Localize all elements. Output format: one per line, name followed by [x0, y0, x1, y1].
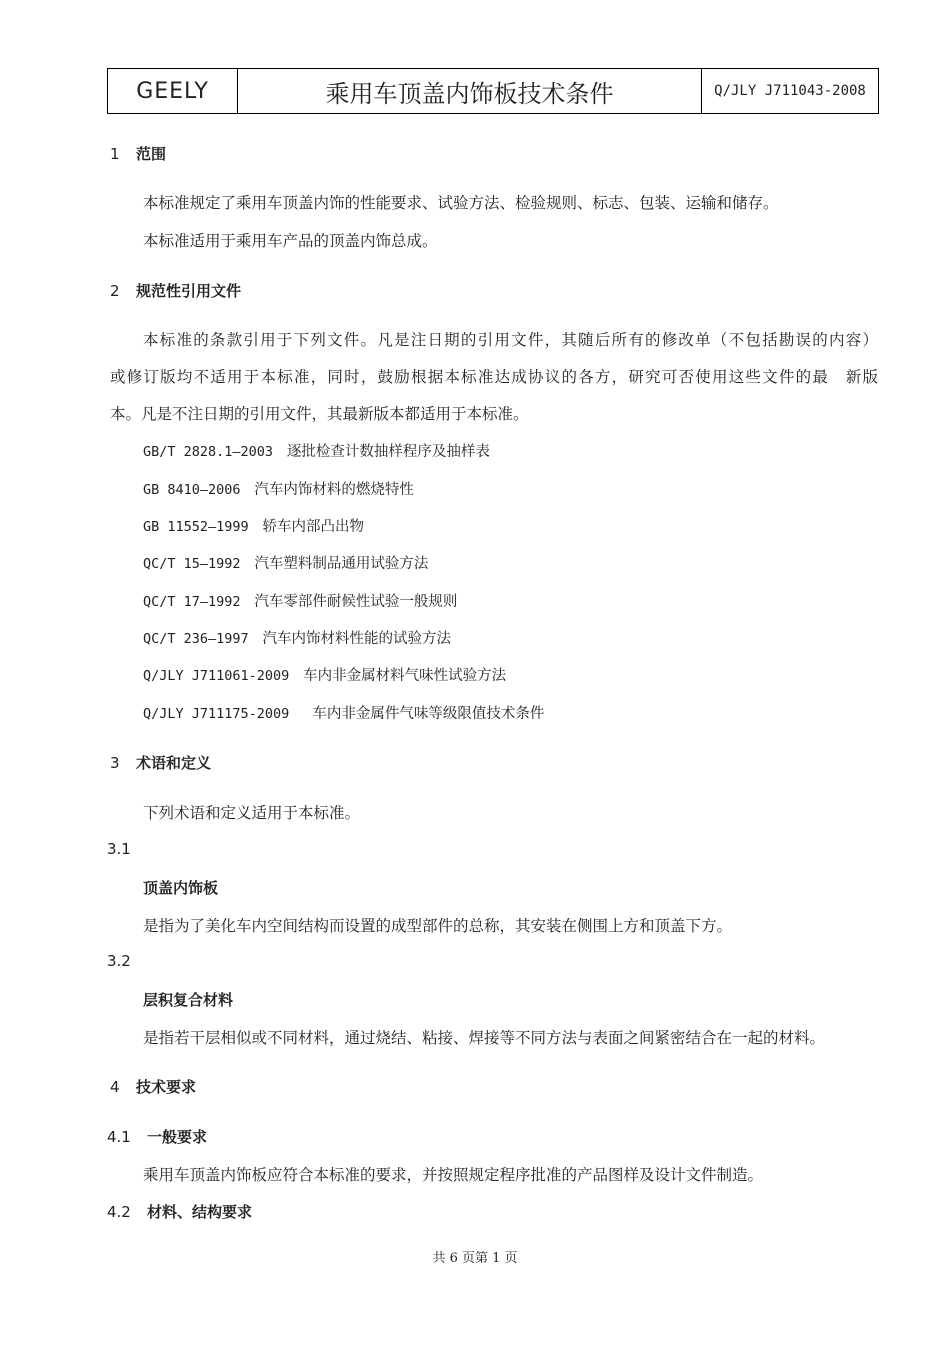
document-code: Q/JLY J711043-2008: [714, 83, 866, 99]
reference-title: 逐批检查计数抽样程序及抽样表: [286, 444, 490, 460]
subsection-4-2-heading: [107, 1201, 252, 1222]
subsection-title: 材料、结构要求: [147, 1203, 253, 1221]
reference-code: QC/T 236—1997: [143, 631, 249, 647]
subsection-number: 4.1: [107, 1128, 131, 1146]
section-number: 4: [110, 1078, 120, 1096]
section-1-heading: [110, 143, 166, 164]
document-header: [107, 68, 879, 114]
section-title: 规范性引用文件: [136, 282, 242, 300]
reference-title: 汽车内饰材料性能的试验方法: [262, 631, 451, 647]
section-title: 技术要求: [136, 1078, 197, 1096]
section-4-heading: [110, 1076, 196, 1097]
subsection-number: 4.2: [107, 1203, 131, 1221]
brand-logo-text: GEELY: [108, 69, 238, 113]
reference-item: [143, 590, 457, 611]
reference-title: 轿车内部凸出物: [262, 519, 364, 535]
subsection-4-1-text: 乘用车顶盖内饰板应符合本标准的要求，并按照规定程序批准的产品图样及设计文件制造。: [143, 1166, 764, 1184]
section-1-paragraph-2: 本标准适用于乘用车产品的顶盖内饰总成。: [143, 232, 438, 250]
clause-number: 3.1: [107, 840, 131, 858]
subsection-4-1-heading: [107, 1126, 207, 1147]
section-number: 3: [110, 754, 120, 772]
section-2-heading: [110, 280, 241, 301]
reference-title: 车内非金属材料气味性试验方法: [303, 668, 507, 684]
section-3-intro: 下列术语和定义适用于本标准。: [143, 804, 361, 822]
clause-number: 3.2: [107, 952, 131, 970]
term-name: 顶盖内饰板: [143, 879, 219, 897]
term-definition: 是指若干层相似或不同材料，通过烧结、粘接、焊接等不同方法与表面之间紧密结合在一起的材料。: [143, 1029, 826, 1047]
reference-item: [143, 440, 490, 461]
section-3-heading: [110, 752, 211, 773]
section-2-paragraph-line-2: 或修订版均不适用于本标准，同时，鼓励根据本标准达成协议的各方，研究可否使用这些文件的最 新版: [110, 368, 878, 386]
reference-item: [143, 515, 364, 536]
subsection-title: 一般要求: [147, 1128, 208, 1146]
reference-item: [143, 627, 451, 648]
section-1-paragraph-1: 本标准规定了乘用车顶盖内饰的性能要求、试验方法、检验规则、标志、包装、运输和储存。: [143, 194, 779, 212]
reference-item: [143, 478, 414, 499]
term-definition: 是指为了美化车内空间结构而设置的成型部件的总称，其安装在侧围上方和顶盖下方。: [143, 917, 733, 935]
page-number-footer: 共 6 页第 1 页: [432, 1251, 518, 1266]
section-2-paragraph-line-1: 本标准的条款引用于下列文件。凡是注日期的引用文件，其随后所有的修改单（不包括勘误的内容）: [143, 331, 878, 349]
reference-code: GB 8410—2006: [143, 482, 241, 498]
section-number: 2: [110, 282, 120, 300]
section-2-paragraph-line-3: 本。凡是不注日期的引用文件，其最新版本都适用于本标准。: [110, 405, 529, 423]
reference-title: 车内非金属件气味等级限值技术条件: [312, 706, 545, 722]
section-title: 范围: [136, 145, 167, 163]
reference-code: GB 11552—1999: [143, 519, 249, 535]
reference-item: [143, 664, 506, 685]
term-name: 层积复合材料: [143, 991, 234, 1009]
section-number: 1: [110, 145, 120, 163]
reference-code: QC/T 17—1992: [143, 594, 241, 610]
reference-item: [143, 552, 428, 573]
reference-title: 汽车零部件耐候性试验一般规则: [254, 594, 458, 610]
document-title: 乘用车顶盖内饰板技术条件: [238, 69, 702, 113]
section-title: 术语和定义: [136, 754, 212, 772]
reference-code: Q/JLY J711061-2009: [143, 668, 290, 684]
reference-title: 汽车塑料制品通用试验方法: [254, 556, 429, 572]
reference-title: 汽车内饰材料的燃烧特性: [254, 482, 414, 498]
reference-item: [143, 702, 544, 723]
reference-code: GB/T 2828.1—2003: [143, 444, 274, 460]
reference-code: Q/JLY J711175-2009: [143, 706, 290, 722]
reference-code: QC/T 15—1992: [143, 556, 241, 572]
